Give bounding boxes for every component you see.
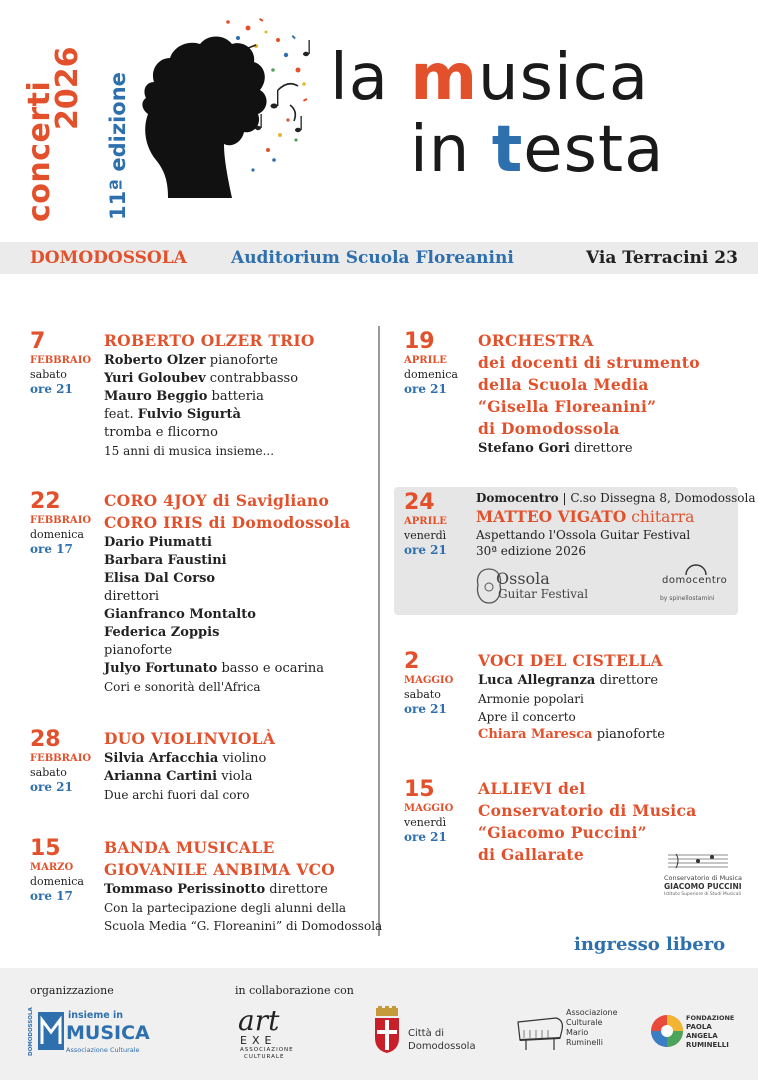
event-date [404, 330, 474, 397]
event-month: FEBBRAIO [30, 355, 92, 366]
performer-line [104, 624, 394, 642]
event-day: 19 [404, 329, 435, 354]
venue-city: DOMODOSSOLA [30, 248, 187, 268]
event-note: Armonie popolari [478, 692, 584, 706]
fondazione-logo-line4: RUMINELLI [686, 1041, 729, 1049]
title-line-2-pre: in [410, 113, 492, 187]
event-date [30, 330, 100, 397]
event-title: MATTEO VIGATO [476, 507, 627, 526]
label-organizzazione: organizzazione [30, 984, 114, 997]
event-month: MAGGIO [404, 803, 454, 814]
citta-logo-line2: Domodossola [408, 1041, 476, 1052]
event-time: ore 21 [404, 830, 447, 844]
event-title: ORCHESTRA [478, 331, 594, 350]
insieme-logo-line1: insieme in [68, 1010, 124, 1021]
performer-line [104, 552, 394, 570]
performer-line [104, 352, 394, 370]
event-note: 30ª edizione 2026 [476, 544, 586, 558]
event-date [404, 778, 474, 845]
performer-line [104, 534, 394, 552]
citta-domodossola-logo [372, 1006, 482, 1058]
event-body [104, 490, 394, 696]
title-line-1-pre: la [330, 41, 411, 115]
insieme-logo-block [38, 1012, 64, 1050]
event-weekday: sabato [30, 368, 67, 381]
event-title: “Gisella Floreanini” [478, 397, 657, 416]
art-exe-logo-art: art [238, 1004, 280, 1037]
performer-role: batteria [207, 389, 264, 404]
event-date [404, 491, 474, 558]
event-title: di Domodossola [478, 419, 620, 438]
event-weekday: sabato [30, 766, 67, 779]
event-title-instrument: chitarra [626, 508, 695, 526]
performer-role: pianoforte [592, 727, 665, 742]
insieme-m-icon [38, 1012, 64, 1050]
event-title: della Scuola Media [478, 375, 649, 394]
performer-line [104, 660, 394, 678]
city-crest-icon [372, 1006, 402, 1054]
event-body [478, 330, 748, 458]
event-time: ore 21 [30, 382, 73, 396]
performer-name: Luca Allegranza [478, 673, 596, 688]
poster-header [0, 0, 758, 240]
performer-role: pianoforte [205, 353, 278, 368]
conservatorio-logo-line1: Conservatorio di Musica [664, 874, 743, 882]
citta-logo-line1: Città di [408, 1028, 445, 1039]
performer-name: Gianfranco Montalto [104, 607, 256, 622]
event-title: GIOVANILE ANBIMA VCO [104, 860, 336, 879]
event-time: ore 21 [404, 702, 447, 716]
fondazione-colour-icon [650, 1014, 684, 1048]
performer-name: Yuri Goloubev [104, 371, 206, 386]
event-note: Apre il concerto [478, 710, 576, 724]
event-date [30, 490, 100, 557]
event-time: ore 21 [404, 382, 447, 396]
performer-name: Silvia Arfacchia [104, 751, 219, 766]
fondazione-logo-line1: FONDAZIONE [686, 1014, 735, 1022]
insieme-logo-line3: Associazione Culturale [66, 1046, 140, 1054]
performer-name: Stefano Gori [478, 441, 570, 456]
event-venue-address: | C.so Dissegna 8, Domodossola [558, 491, 756, 505]
title-line-2-post: esta [523, 113, 665, 187]
event-body [476, 489, 756, 559]
ruminelli-logo-line2: Culturale [566, 1018, 603, 1027]
festival-logo-text: Ossola [496, 569, 550, 588]
conservatorio-logo-line2: GIACOMO PUCCINI [664, 882, 742, 891]
event-note: 15 anni di musica insieme... [104, 444, 275, 458]
performer-name: Arianna Cartini [104, 769, 218, 784]
domocentro-logo [658, 559, 734, 609]
art-exe-logo-line3: ASSOCIAZIONE [240, 1047, 294, 1053]
event-title: DUO VIOLINVIOLÀ [104, 729, 276, 748]
event-title: BANDA MUSICALE [104, 838, 275, 857]
performer-line [104, 750, 394, 768]
ruminelli-logo-line3: Mario [566, 1028, 589, 1037]
art-exe-logo-exe: EXE [240, 1034, 277, 1047]
performer-role: viola [217, 769, 253, 784]
insieme-side-text-wrap [28, 1007, 36, 1058]
event-day: 28 [30, 727, 61, 752]
performer-name: Barbara Faustini [104, 553, 227, 568]
ossola-guitar-festival-logo [474, 567, 594, 605]
fondazione-ruminelli-logo [650, 1012, 740, 1062]
venue-address: Via Terracini 23 [586, 248, 738, 268]
ruminelli-logo-line1: Associazione [566, 1008, 618, 1017]
festival-logo-subtext: Guitar Festival [498, 587, 589, 601]
event-title: dei docenti di strumento [478, 353, 700, 372]
performer-name: Elisa Dal Corso [104, 571, 216, 586]
sponsors-footer [0, 968, 758, 1080]
event-day: 2 [404, 649, 420, 674]
event-day: 7 [30, 329, 46, 354]
art-exe-logo-line4: CULTURALE [244, 1054, 285, 1060]
performer-role-line: pianoforte [104, 643, 173, 658]
event-body [104, 728, 394, 804]
event-note: Cori e sonorità dell'Africa [104, 680, 261, 694]
event-venue-line [476, 489, 756, 507]
performer-role: direttore [569, 441, 633, 456]
venue-bar [0, 242, 758, 274]
event-title: VOCI DEL CISTELLA [478, 651, 663, 670]
label-collaborazione: in collaborazione con [235, 984, 354, 997]
title-line-1-post: usica [478, 41, 650, 115]
event-title: CORO IRIS di Domodossola [104, 513, 351, 532]
title-line-2 [410, 114, 664, 186]
performer-name: Mauro Beggio [104, 389, 208, 404]
performer-name: Roberto Olzer [104, 353, 206, 368]
event-weekday: domenica [404, 368, 458, 381]
free-entry-label: ingresso libero [574, 934, 726, 955]
performer-line [478, 726, 748, 744]
music-staff-icon [668, 852, 728, 870]
performer-role-line: direttori [104, 589, 160, 604]
event-time: ore 17 [30, 542, 73, 556]
performer-name: Federica Zoppis [104, 625, 220, 640]
performer-role: basso e ocarina [217, 661, 325, 676]
title-line-2-highlight: t [491, 113, 524, 187]
conservatorio-puccini-logo [664, 852, 743, 900]
side-vertical-text [22, 30, 130, 222]
domocentro-event-box [394, 487, 756, 615]
event-title: “Giacomo Puccini” [478, 823, 647, 842]
event-month: MARZO [30, 862, 74, 873]
event-venue-name: Domocentro [476, 491, 559, 505]
event-day: 15 [30, 836, 61, 861]
poster-title [330, 42, 664, 186]
fondazione-logo-line2: PAOLA [686, 1023, 712, 1031]
venue-place: Auditorium Scuola Floreanini [231, 248, 514, 268]
head-silhouette-music-icon [128, 10, 318, 200]
performer-line [104, 768, 394, 786]
performer-line [104, 406, 394, 424]
side-concerti: concerti [22, 80, 57, 222]
performer-name: Dario Piumatti [104, 535, 212, 550]
event-note: Due archi fuori dal coro [104, 788, 250, 802]
performer-name: Fulvio Sigurtà [137, 407, 241, 422]
event-month: MAGGIO [404, 675, 454, 686]
performer-name: Julyo Fortunato [104, 661, 218, 676]
event-day: 22 [30, 489, 61, 514]
performer-line [104, 388, 394, 406]
associazione-ruminelli-logo [516, 1008, 626, 1058]
performer-line: tromba e flicorno [104, 425, 218, 440]
insieme-logo-line2: MUSICA [66, 1022, 150, 1044]
event-month: APRILE [404, 516, 447, 527]
title-line-1-highlight: m [410, 41, 479, 115]
performer-role: direttore [265, 882, 328, 897]
event-date [30, 728, 100, 795]
title-line-1 [330, 42, 664, 114]
insieme-in-musica-logo [28, 1007, 150, 1058]
event-weekday: sabato [404, 688, 441, 701]
performer-name: Tommaso Perissinotto [104, 882, 266, 897]
event-day: 24 [404, 490, 435, 515]
event-note: Scuola Media “G. Floreanini” di Domodossola [104, 919, 383, 933]
event-body [104, 837, 394, 935]
event-weekday: venerdì [404, 816, 447, 829]
event-weekday: domenica [30, 528, 84, 541]
event-title: ROBERTO OLZER TRIO [104, 331, 315, 350]
event-time: ore 17 [30, 889, 73, 903]
event-title: ALLIEVI del [478, 779, 586, 798]
performer-name: Chiara Maresca [478, 727, 593, 742]
event-time: ore 21 [404, 543, 447, 557]
event-title: Conservatorio di Musica [478, 801, 697, 820]
event-note: Con la partecipazione degli alunni della [104, 901, 347, 915]
event-weekday: domenica [30, 875, 84, 888]
event-title: di Gallarate [478, 845, 585, 864]
performer-line [104, 370, 394, 388]
event-body [104, 330, 394, 460]
performer-line [104, 570, 394, 588]
event-note: Aspettando l'Ossola Guitar Festival [476, 528, 691, 542]
ruminelli-logo-line4: Ruminelli [566, 1038, 603, 1047]
performer-line [478, 672, 748, 690]
event-date [404, 650, 474, 717]
side-year: 2026 [50, 46, 85, 130]
performer-role: violino [218, 751, 267, 766]
event-month: FEBBRAIO [30, 515, 92, 526]
performer-line [104, 881, 394, 899]
conservatorio-logo-line3: Istituto Superiore di Studi Musicali [664, 892, 741, 897]
event-title: CORO 4JOY di Savigliano [104, 491, 330, 510]
event-day: 15 [404, 777, 435, 802]
insieme-logo-side: DOMODOSSOLA [28, 1007, 34, 1056]
event-month: APRILE [404, 355, 447, 366]
art-exe-logo [234, 1004, 304, 1060]
event-title-line [476, 507, 736, 527]
performer-line [478, 440, 748, 458]
event-weekday: venerdì [404, 529, 447, 542]
performer-role: contrabbasso [205, 371, 299, 386]
event-date [30, 837, 100, 904]
fondazione-logo-line3: ANGELA [686, 1032, 718, 1040]
domocentro-logo-by: by spinellostamini [660, 595, 715, 602]
performer-role: direttore [595, 673, 659, 688]
piano-drawing-icon [516, 1012, 566, 1052]
domocentro-logo-text: domocentro [662, 575, 728, 586]
event-month: FEBBRAIO [30, 753, 92, 764]
event-body [478, 650, 748, 744]
performer-line [104, 606, 394, 624]
event-time: ore 21 [30, 780, 73, 794]
side-edizione: 11ª edizione [106, 72, 130, 220]
performer-feat: feat. [104, 407, 138, 422]
